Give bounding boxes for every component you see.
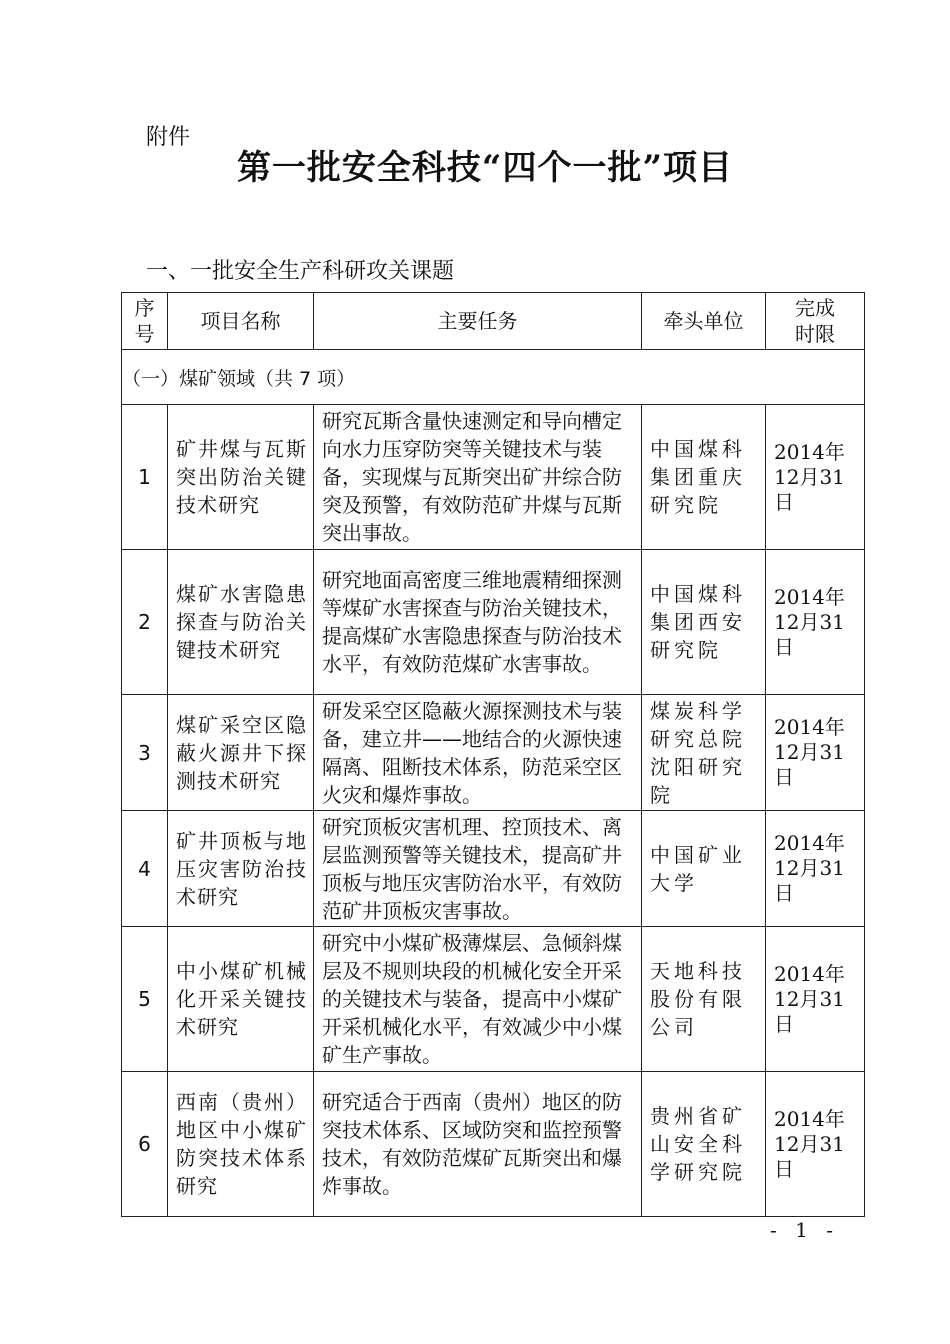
deadline: 2014年12月31日: [766, 695, 865, 811]
table-header-row: [122, 293, 865, 350]
lead-unit: 天地科技股份有限公司: [642, 927, 766, 1072]
project-name: 中小煤矿机械化开采关键技术研究: [168, 927, 314, 1072]
project-task: 研究顶板灾害机理、控顶技术、离层监测预警等关键技术，提高矿井顶板与地压灾害防治水平，有效防范矿井顶板灾害事故。: [314, 811, 642, 927]
page-number: - 1 -: [770, 1218, 839, 1242]
table-row: [122, 811, 865, 927]
project-name: 煤矿水害隐患探查与防治关键技术研究: [168, 550, 314, 695]
lead-unit: 中国煤科集团西安研究院: [642, 550, 766, 695]
lead-unit: 中国煤科集团重庆研究院: [642, 405, 766, 550]
deadline: 2014年12月31日: [766, 927, 865, 1072]
deadline: 2014年12月31日: [766, 405, 865, 550]
deadline: 2014年12月31日: [766, 811, 865, 927]
deadline: 2014年12月31日: [766, 1072, 865, 1217]
column-header-task: 主要任务: [314, 293, 642, 350]
deadline: 2014年12月31日: [766, 550, 865, 695]
row-number: 2: [122, 550, 168, 695]
lead-unit: 煤炭科学研究总院沈阳研究院: [642, 695, 766, 811]
project-task: 研发采空区隐蔽火源探测技术与装备，建立井——地结合的火源快速隔离、阻断技术体系，防范采空区火灾和爆炸事故。: [314, 695, 642, 811]
page-title: 第一批安全科技“四个一批”项目: [236, 148, 734, 188]
table-row: [122, 1072, 865, 1217]
category-row: [122, 350, 865, 405]
column-header-unit: 牵头单位: [642, 293, 766, 350]
project-name: 煤矿采空区隐蔽火源井下探测技术研究: [168, 695, 314, 811]
project-task: 研究中小煤矿极薄煤层、急倾斜煤层及不规则块段的机械化安全开采的关键技术与装备，提高中小煤矿开采机械化水平，有效减少中小煤矿生产事故。: [314, 927, 642, 1072]
project-task: 研究瓦斯含量快速测定和导向槽定向水力压穿防突等关键技术与装备，实现煤与瓦斯突出矿井综合防突及预警，有效防范矿井煤与瓦斯突出事故。: [314, 405, 642, 550]
project-name: 矿井顶板与地压灾害防治技术研究: [168, 811, 314, 927]
column-header-deadline: 完成时限: [766, 293, 865, 350]
row-number: 1: [122, 405, 168, 550]
section-heading: 一、一批安全生产科研攻关课题: [146, 259, 455, 284]
table-row: [122, 695, 865, 811]
row-number: 6: [122, 1072, 168, 1217]
project-name: 西南（贵州）地区中小煤矿防突技术体系研究: [168, 1072, 314, 1217]
project-task: 研究适合于西南（贵州）地区的防突技术体系、区域防突和监控预警技术，有效防范煤矿瓦斯突出和爆炸事故。: [314, 1072, 642, 1217]
project-name: 矿井煤与瓦斯突出防治关键技术研究: [168, 405, 314, 550]
category-label: （一）煤矿领域（共 7 项）: [122, 350, 865, 405]
column-header-name: 项目名称: [168, 293, 314, 350]
table-row: [122, 405, 865, 550]
table-row: [122, 550, 865, 695]
row-number: 5: [122, 927, 168, 1072]
project-table: [121, 292, 865, 1217]
row-number: 3: [122, 695, 168, 811]
table-row: [122, 927, 865, 1072]
attachment-label: 附件: [146, 125, 191, 150]
project-task: 研究地面高密度三维地震精细探测等煤矿水害探查与防治关键技术，提高煤矿水害隐患探查与防治技术水平，有效防范煤矿水害事故。: [314, 550, 642, 695]
lead-unit: 中国矿业大学: [642, 811, 766, 927]
row-number: 4: [122, 811, 168, 927]
column-header-no: 序号: [122, 293, 168, 350]
lead-unit: 贵州省矿山安全科学研究院: [642, 1072, 766, 1217]
